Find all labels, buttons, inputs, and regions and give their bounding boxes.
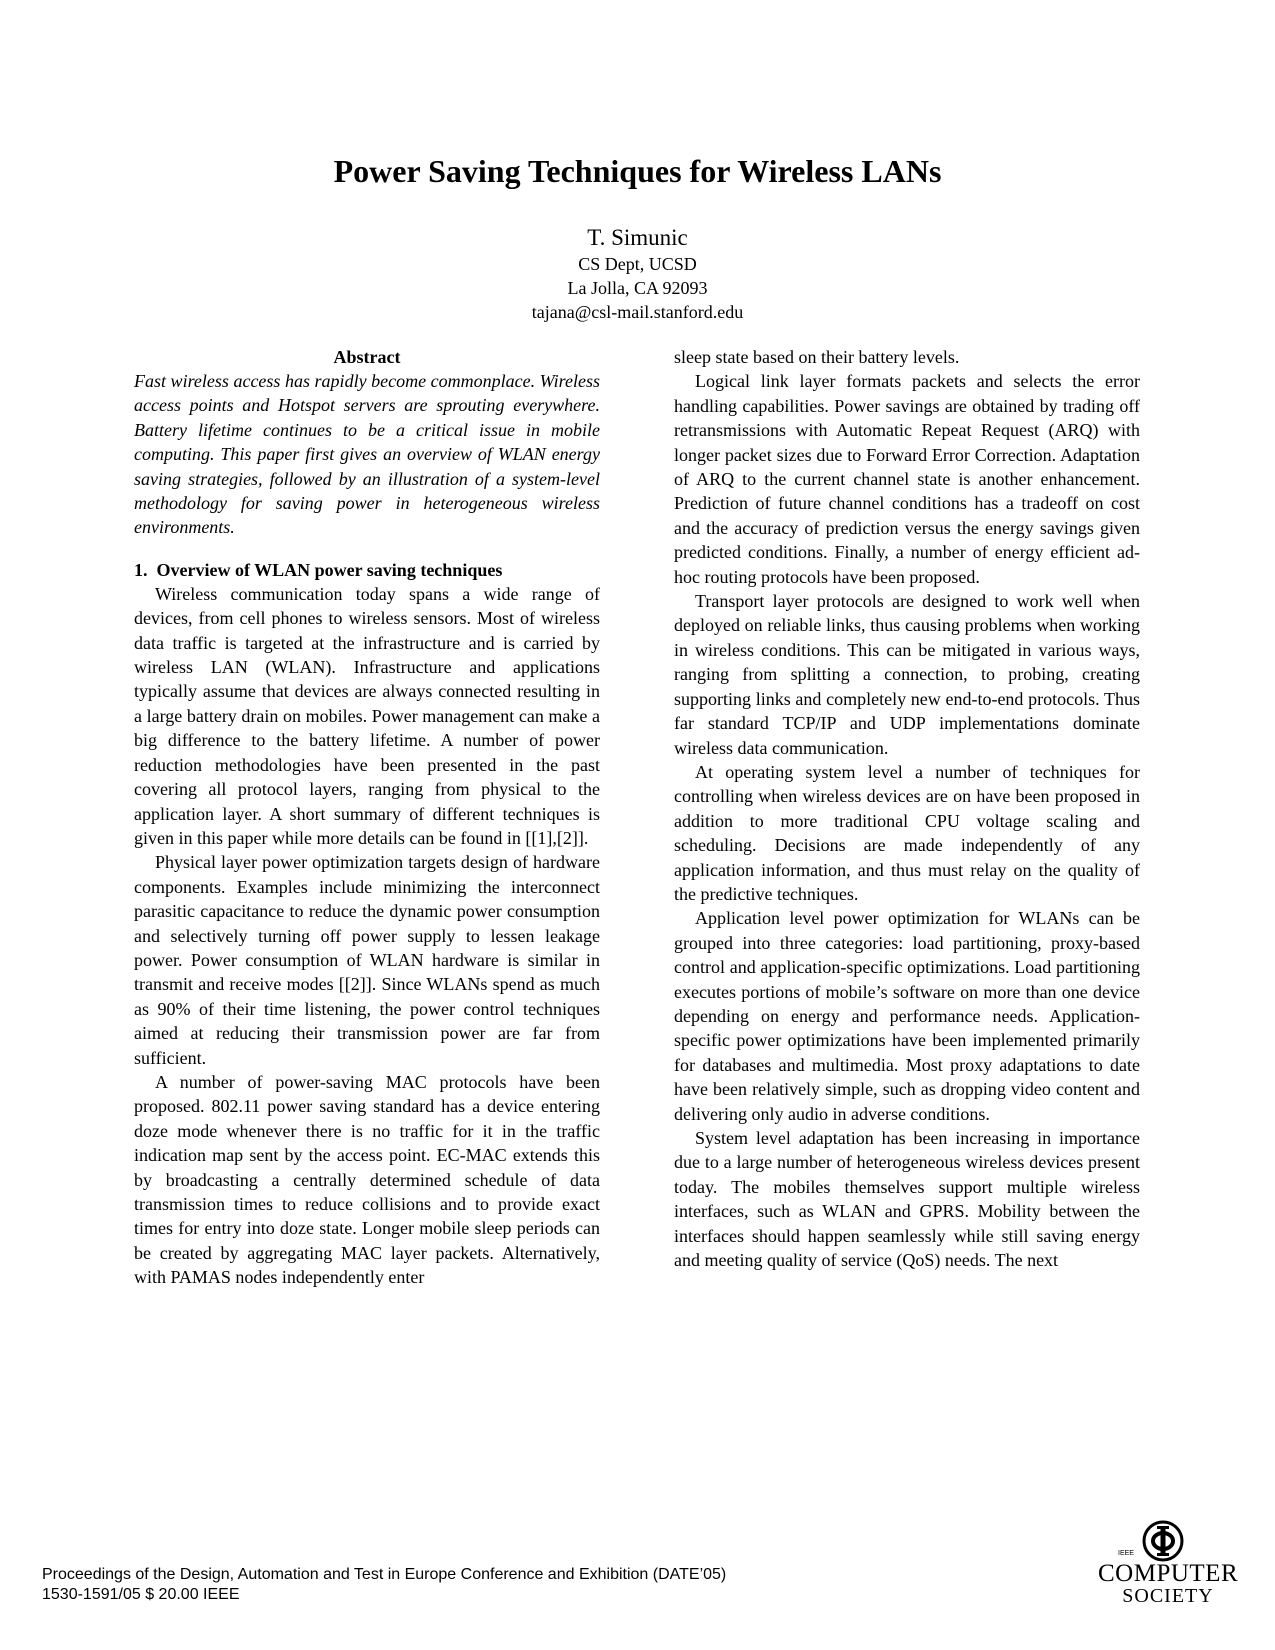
paper-title: Power Saving Techniques for Wireless LANs — [333, 153, 942, 189]
author-email[interactable]: tajana@csl-mail.stanford.edu — [531, 302, 744, 322]
paragraph: Wireless communication today spans a wide range of devices, from cell phones to wireless sensors. Most of wireless data traffic is targeted at the infrastructure and is carried by wireless LAN (WLAN). Infrastructure and applications typically assume that devices are always connected resulting in a large battery drain on mobiles. Power management can make a big difference to the battery lifetime. A number of power reduction methodologies have been presented in the past covering all protocol layers, ranging from physical to the application layer. A short summary of different techniques is given in this paper while more details can be found in [[1],[2]]. — [134, 583, 600, 848]
logo-computer-text: COMPUTER — [1098, 1560, 1239, 1587]
author-location: La Jolla, CA 92093 — [567, 278, 708, 298]
author-dept: CS Dept, UCSD — [578, 254, 697, 274]
left-column — [134, 345, 600, 1290]
paragraph: A number of power-saving MAC protocols have been proposed. 802.11 power saving standard has a device entering doze mode whenever there is no traffic for it in the traffic indication map sent by the access point. EC-MAC extends this by broadcasting a centrally determined schedule of data transmission times to reduce collisions and to provide exact times for entry into doze state. Longer mobile sleep periods can be created by aggregating MAC layer packets. Alternatively, with PAMAS nodes independently enter — [134, 1071, 600, 1288]
paragraph: Application level power optimization for WLANs can be grouped into three categories: load partitioning, proxy-based control and application-specific optimizations. Load partitioning executes portions of mobile’s software on more than one device depending on energy and performance needs. Application-specific power optimizations have been implemented primarily for databases and multimedia. Most proxy adaptations to date have been relatively simple, such as dropping video content and delivering only audio in adverse conditions. — [674, 908, 1140, 1124]
logo-ieee-text: IEEE — [1118, 1550, 1134, 1557]
paragraph: System level adaptation has been increasing in importance due to a large number of heterogeneous wireless devices present today. The mobiles themselves support multiple wireless interfaces, such as WLAN and GPRS. Mobility between the interfaces should happen seamlessly while still saving energy and meeting quality of service (QoS) needs. The next — [674, 1128, 1140, 1271]
logo-society-text: SOCIETY — [1122, 1585, 1214, 1607]
page-footer — [42, 1565, 726, 1605]
right-column — [674, 345, 1140, 1272]
paragraph: At operating system level a number of techniques for controlling when wireless devices are on have been proposed in addition to more traditional CPU voltage scaling and scheduling. Decisions are made independently of any application information, and thus must relay on the quality of the predictive techniques. — [674, 761, 1140, 904]
abstract-heading: Abstract — [333, 347, 401, 367]
paragraph: Transport layer protocols are designed to work well when deployed on reliable links, thus causing problems when working in wireless conditions. This can be mitigated in various ways, ranging from splitting a connection, to probing, creating supporting links and completely new end-to-end protocols. Thus far standard TCP/IP and UDP implementations dominate wireless data communication. — [674, 591, 1140, 758]
paragraph: Physical layer power optimization targets design of hardware components. Examples include minimizing the interconnect parasitic capacitance to reduce the dynamic power consumption and selectively turning off power supply to lessen leakage power. Power consumption of WLAN hardware is similar in transmit and receive modes [[2]]. Since WLANs spend as much as 90% of their time listening, the power control techniques aimed at reducing their transmission power are far from sufficient. — [134, 852, 600, 1068]
footer-issn: 1530-1591/05 $ 20.00 IEEE — [42, 1586, 240, 1603]
ieee-computer-society-logo — [1098, 1520, 1238, 1616]
author-block — [0, 223, 1275, 324]
ieee-computer-society-logo-icon — [1142, 1520, 1184, 1562]
paragraph: Logical link layer formats packets and selects the error handling capabilities. Power savings are obtained by trading off retransmissions with Automatic Repeat Request (ARQ) with longer packet sizes due to Forward Error Correction. Adaptation of ARQ to the current channel state is another enhancement. Prediction of future channel conditions has a tradeoff on cost and the accuracy of prediction versus the energy savings given predicted conditions. Finally, a number of energy efficient ad-hoc routing protocols have been proposed. — [674, 371, 1140, 587]
section-heading: 1. Overview of WLAN power saving techniques — [134, 559, 503, 580]
footer-proceedings: Proceedings of the Design, Automation and Test in Europe Conference and Exhibition (DATE’05) — [42, 1566, 727, 1583]
paragraph-continuation: sleep state based on their battery levels. — [674, 347, 960, 367]
author-name: T. Simunic — [587, 225, 688, 250]
abstract-body: Fast wireless access has rapidly become commonplace. Wireless access points and Hotspot servers are sprouting everywhere. Battery lifetime continues to be a critical issue in mobile computing. This paper first gives an overview of WLAN energy saving strategies, followed by an illustration of a system-level methodology for saving power in heterogeneous wireless environments. — [134, 371, 600, 538]
